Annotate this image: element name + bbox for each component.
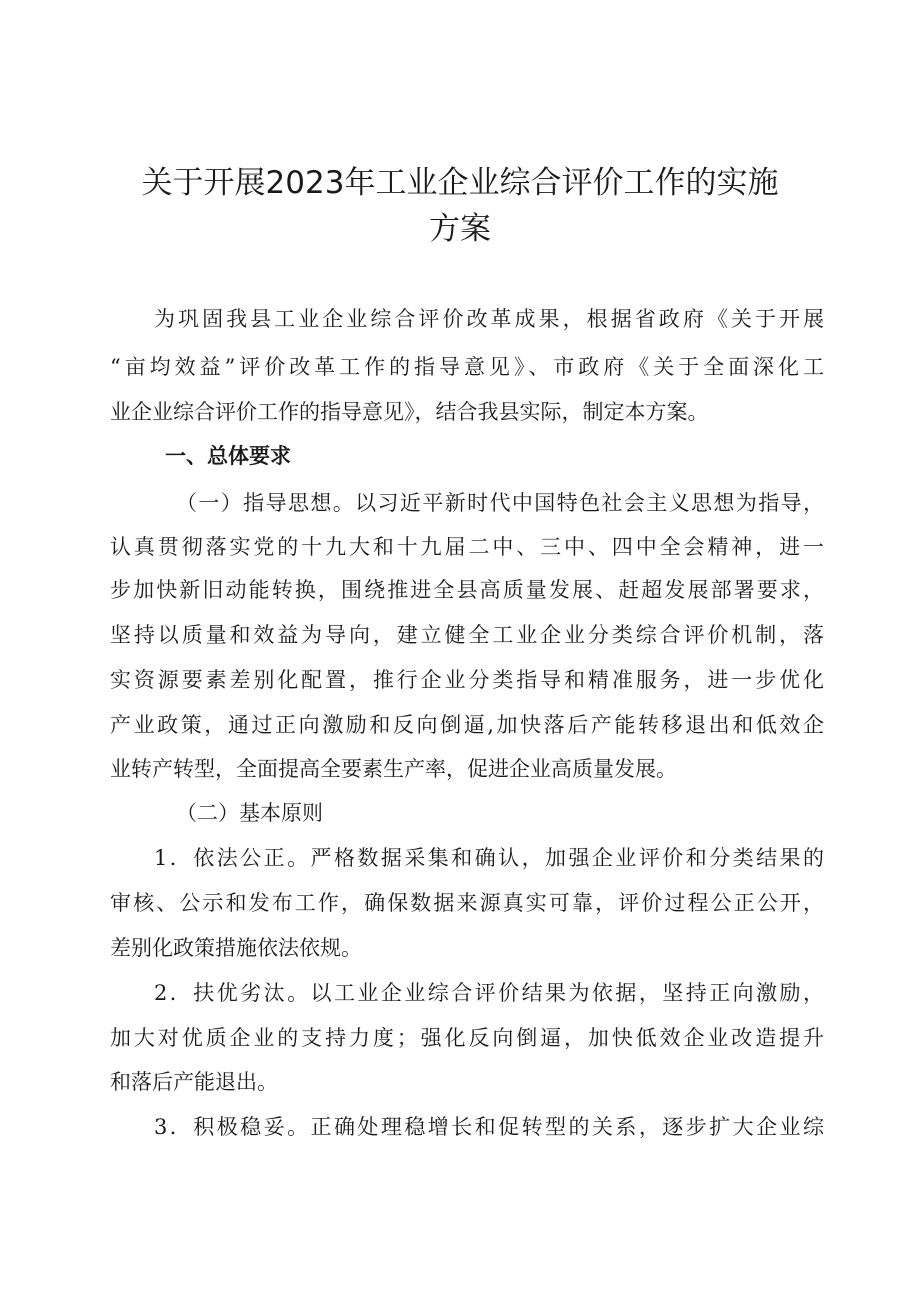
document-title-line-2: 方案 xyxy=(429,211,491,247)
principle-2-line-2: 加大对优质企业的支持力度；强化反向倒逼，加快低效企业改造提升 xyxy=(110,1026,824,1050)
intro-line-2: “亩均效益”评价改革工作的指导意见》、市政府《关于全面深化工 xyxy=(110,355,824,379)
guiding-thought-line-2: 认真贯彻落实党的十九大和十九届二中、三中、四中全会精神，进一 xyxy=(110,535,824,559)
intro-line-3: 业企业综合评价工作的指导意见》，结合我县实际，制定本方案。 xyxy=(110,400,709,424)
principle-2-line-3: 和落后产能退出。 xyxy=(110,1070,278,1094)
principle-1-line-2: 审核、公示和发布工作，确保数据来源真实可靠，评价过程公正公开， xyxy=(110,891,824,915)
guiding-thought-line-7: 业转产转型，全面提高全要素生产率，促进企业高质量发展。 xyxy=(110,757,677,781)
section-heading-overall-requirements: 一、总体要求 xyxy=(165,444,291,468)
principle-1-line-1: 1．依法公正。严格数据采集和确认，加强企业评价和分类结果的 xyxy=(154,846,824,870)
document-title-line-1: 关于开展2023年工业企业综合评价工作的实施 xyxy=(141,165,779,201)
guiding-thought-line-4: 坚持以质量和效益为导向，建立健全工业企业分类综合评价机制，落 xyxy=(110,623,824,647)
basic-principles-heading: （二）基本原则 xyxy=(176,801,323,825)
guiding-thought-line-3: 步加快新旧动能转换，围绕推进全县高质量发展、赶超发展部署要求， xyxy=(110,578,824,602)
guiding-thought-line-6: 产业政策，通过正向激励和反向倒逼,加快落后产能转移退出和低效企 xyxy=(110,713,824,737)
principle-3-line-1: 3．积极稳妥。正确处理稳增长和促转型的关系，逐步扩大企业综 xyxy=(154,1115,824,1139)
guiding-thought-line-5: 实资源要素差别化配置，推行企业分类指导和精准服务，进一步优化 xyxy=(110,668,824,692)
guiding-thought-line-1: （一）指导思想。以习近平新时代中国特色社会主义思想为指导， xyxy=(176,491,824,515)
principle-2-line-1: 2．扶优劣汰。以工业企业综合评价结果为依据，坚持正向激励， xyxy=(154,981,824,1005)
intro-line-1: 为巩固我县工业企业综合评价改革成果，根据省政府《关于开展 xyxy=(154,307,824,331)
principle-1-line-3: 差别化政策措施依法依规。 xyxy=(110,936,362,960)
